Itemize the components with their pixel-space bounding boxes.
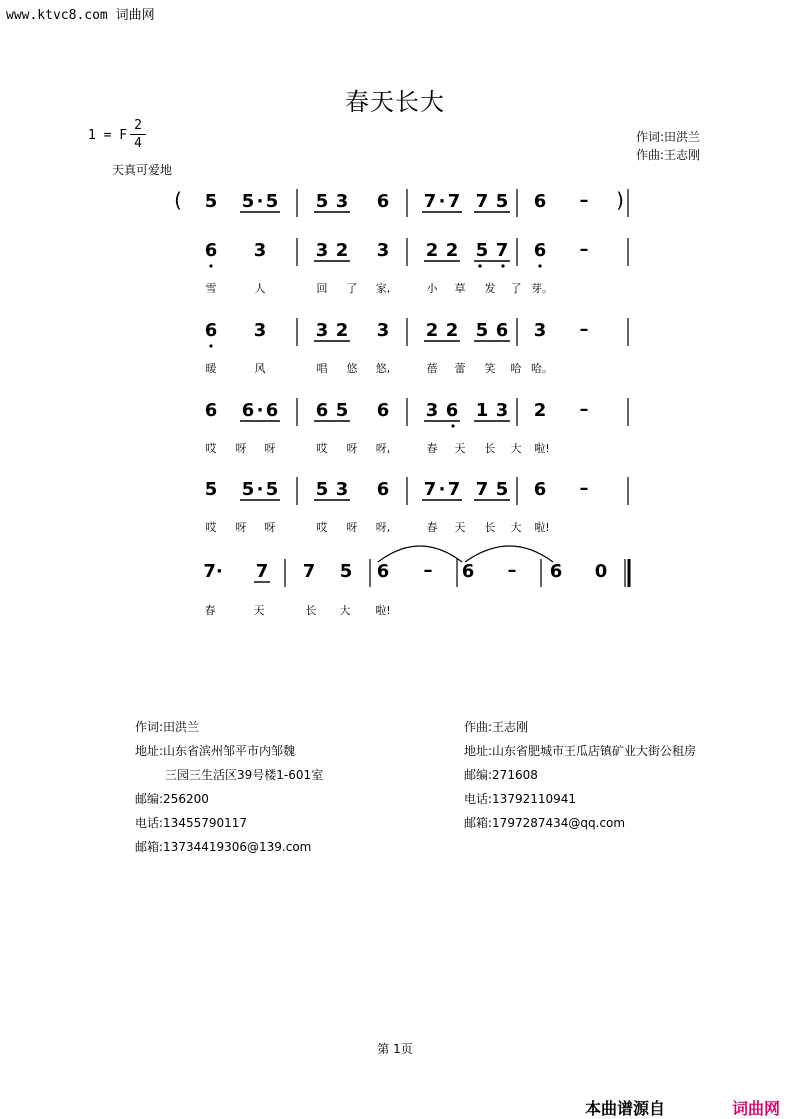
tie-arc xyxy=(378,546,462,562)
note: 5 xyxy=(335,400,349,421)
key-signature: 1 = F xyxy=(88,128,128,143)
dotted-mark: · xyxy=(438,191,446,212)
lyric-syllable: 悠 xyxy=(346,362,358,375)
note: 3 xyxy=(315,240,329,261)
lyric-syllable: 家, xyxy=(375,282,391,295)
octave-dot xyxy=(451,424,454,427)
octave-dot xyxy=(538,264,541,267)
note: 3 xyxy=(253,320,267,341)
contact-phone: 电话:13455790117 xyxy=(135,816,248,830)
lyric-syllable: 呀, xyxy=(375,521,391,534)
lyric-syllable: 啦! xyxy=(534,521,550,534)
note: 6 xyxy=(376,400,390,421)
note: 6 xyxy=(461,561,475,582)
dash-hold: – xyxy=(423,560,433,581)
lyric-syllable: 悠, xyxy=(375,362,391,375)
note: 3 xyxy=(335,479,349,500)
note: 7 xyxy=(423,191,437,212)
note: 5 xyxy=(204,191,218,212)
lyric-syllable: 风 xyxy=(254,362,266,375)
dotted-mark: · xyxy=(256,191,264,212)
note: 3 xyxy=(315,320,329,341)
lyric-syllable: 暖 xyxy=(205,362,217,375)
dash-hold: – xyxy=(579,239,589,260)
lyric-syllable: 回 xyxy=(316,282,328,295)
contact-composer-phone: 电话:13792110941 xyxy=(464,792,577,806)
lyric-syllable: 哈。 xyxy=(531,362,553,375)
dash-hold: – xyxy=(579,399,589,420)
lyric-syllable: 了 xyxy=(510,282,522,295)
note: 6 xyxy=(376,191,390,212)
octave-dot xyxy=(501,264,504,267)
lyric-syllable: 哎 xyxy=(205,442,217,455)
note: 5 xyxy=(495,479,509,500)
note: 7· xyxy=(203,561,223,582)
note: 6 xyxy=(495,320,509,341)
contact-composer-email[interactable]: 邮箱:1797287434@qq.com xyxy=(464,816,626,830)
note: 2 xyxy=(335,320,349,341)
lyricist-credit: 作词:田洪兰 xyxy=(636,130,701,144)
lyric-syllable: 春 xyxy=(426,521,438,534)
note: 6 xyxy=(376,561,390,582)
note: 6 xyxy=(241,400,255,421)
lyric-syllable: 蕾 xyxy=(454,362,466,375)
note: 7 xyxy=(475,191,489,212)
note: 5 xyxy=(495,191,509,212)
lyric-syllable: 呀 xyxy=(264,442,276,455)
page-number: 第 1页 xyxy=(377,1042,413,1056)
octave-dot xyxy=(209,344,212,347)
lyric-syllable: 小 xyxy=(426,282,438,295)
note: 7 xyxy=(447,479,461,500)
site-logo[interactable]: 词曲网 xyxy=(732,1099,781,1118)
lyric-syllable: 哎 xyxy=(316,521,328,534)
lyric-syllable: 哎 xyxy=(205,521,217,534)
dash-hold: – xyxy=(507,560,517,581)
note: 3 xyxy=(533,320,547,341)
contact-postcode: 邮编:256200 xyxy=(135,792,209,806)
lyric-syllable: 发 xyxy=(484,282,496,295)
contact-composer-postcode: 邮编:271608 xyxy=(464,768,538,782)
dotted-mark: · xyxy=(256,479,264,500)
note: 5 xyxy=(475,320,489,341)
contact-lyricist: 作词:田洪兰 xyxy=(135,720,200,734)
lyric-syllable: 呀 xyxy=(346,521,358,534)
note: 1 xyxy=(475,400,489,421)
composer-credit: 作曲:王志刚 xyxy=(636,148,701,162)
note: 6 xyxy=(533,191,547,212)
note: 6 xyxy=(533,479,547,500)
note: 2 xyxy=(445,320,459,341)
note: 5 xyxy=(339,561,353,582)
time-numerator: 2 xyxy=(134,118,142,133)
note: 5 xyxy=(241,479,255,500)
source-label: 本曲谱源自 xyxy=(585,1099,666,1118)
lyric-syllable: 长 xyxy=(484,442,496,455)
dotted-mark: · xyxy=(438,479,446,500)
note: 7 xyxy=(423,479,437,500)
note: 5 xyxy=(475,240,489,261)
note: 6 xyxy=(204,240,218,261)
note: 6 xyxy=(533,240,547,261)
note: 2 xyxy=(335,240,349,261)
note: 6 xyxy=(445,400,459,421)
note: 3 xyxy=(376,240,390,261)
lyric-syllable: 春 xyxy=(426,442,438,455)
lyric-syllable: 人 xyxy=(254,282,266,295)
note: 3 xyxy=(253,240,267,261)
lyric-syllable: 长 xyxy=(484,521,496,534)
dash-hold: – xyxy=(579,190,589,211)
lyric-syllable: 天 xyxy=(454,521,466,534)
lyric-syllable: 了 xyxy=(346,282,358,295)
contact-address-line1: 地址:山东省滨州邹平市内邹魏 xyxy=(135,744,296,758)
dash-hold: – xyxy=(579,319,589,340)
note: 5 xyxy=(204,479,218,500)
song-title: 春天长大 xyxy=(345,88,445,116)
contact-composer-address: 地址:山东省肥城市王瓜店镇矿业大街公租房 xyxy=(464,744,697,758)
note: 6 xyxy=(204,400,218,421)
lyric-syllable: 大 xyxy=(510,521,522,534)
lyric-syllable: 啦! xyxy=(534,442,550,455)
note: 3 xyxy=(376,320,390,341)
lyric-syllable: 哈 xyxy=(510,362,522,375)
note: 6 xyxy=(549,561,563,582)
lyric-syllable: 蓓 xyxy=(426,362,438,375)
lyric-syllable: 长 xyxy=(305,604,317,617)
dotted-mark: · xyxy=(256,400,264,421)
note: 2 xyxy=(445,240,459,261)
time-denominator: 4 xyxy=(134,136,142,151)
note: 2 xyxy=(533,400,547,421)
note: 7 xyxy=(447,191,461,212)
lyric-syllable: 天 xyxy=(253,604,265,617)
tempo-mood: 天真可爱地 xyxy=(112,163,173,177)
contact-address-line2: 三园三生活区39号楼1-601室 xyxy=(165,768,324,782)
note: 7 xyxy=(495,240,509,261)
lyric-syllable: 哎 xyxy=(316,442,328,455)
site-url[interactable]: www.ktvc8.com 词曲网 xyxy=(6,8,155,23)
note: 6 xyxy=(204,320,218,341)
note: 0 xyxy=(594,561,608,582)
lyric-syllable: 呀, xyxy=(375,442,391,455)
note: 2 xyxy=(425,320,439,341)
repeat-bracket: ) xyxy=(616,188,624,212)
note: 2 xyxy=(425,240,439,261)
note: 3 xyxy=(425,400,439,421)
lyric-syllable: 芽。 xyxy=(531,282,553,295)
note: 6 xyxy=(376,479,390,500)
repeat-bracket: ( xyxy=(174,188,182,212)
note: 5 xyxy=(265,191,279,212)
lyric-syllable: 春 xyxy=(204,604,216,617)
lyric-syllable: 唱 xyxy=(316,362,328,375)
note: 7 xyxy=(302,561,316,582)
lyric-syllable: 大 xyxy=(510,442,522,455)
lyric-syllable: 呀 xyxy=(235,442,247,455)
note: 3 xyxy=(335,191,349,212)
octave-dot xyxy=(478,264,481,267)
note: 7 xyxy=(475,479,489,500)
contact-email[interactable]: 邮箱:13734419306@139.com xyxy=(135,840,312,854)
contact-composer: 作曲:王志刚 xyxy=(464,720,529,734)
lyric-syllable: 天 xyxy=(454,442,466,455)
note: 5 xyxy=(241,191,255,212)
lyric-syllable: 呀 xyxy=(235,521,247,534)
lyric-syllable: 呀 xyxy=(346,442,358,455)
dash-hold: – xyxy=(579,478,589,499)
note: 6 xyxy=(265,400,279,421)
note: 5 xyxy=(315,191,329,212)
octave-dot xyxy=(209,264,212,267)
lyric-syllable: 雪 xyxy=(205,282,217,295)
note: 5 xyxy=(315,479,329,500)
lyric-syllable: 笑 xyxy=(484,362,496,375)
lyric-syllable: 啦! xyxy=(375,604,391,617)
note: 3 xyxy=(495,400,509,421)
note: 5 xyxy=(265,479,279,500)
note: 7 xyxy=(255,561,269,582)
lyric-syllable: 草 xyxy=(454,282,466,295)
lyric-syllable: 大 xyxy=(339,604,351,617)
note: 6 xyxy=(315,400,329,421)
lyric-syllable: 呀 xyxy=(264,521,276,534)
